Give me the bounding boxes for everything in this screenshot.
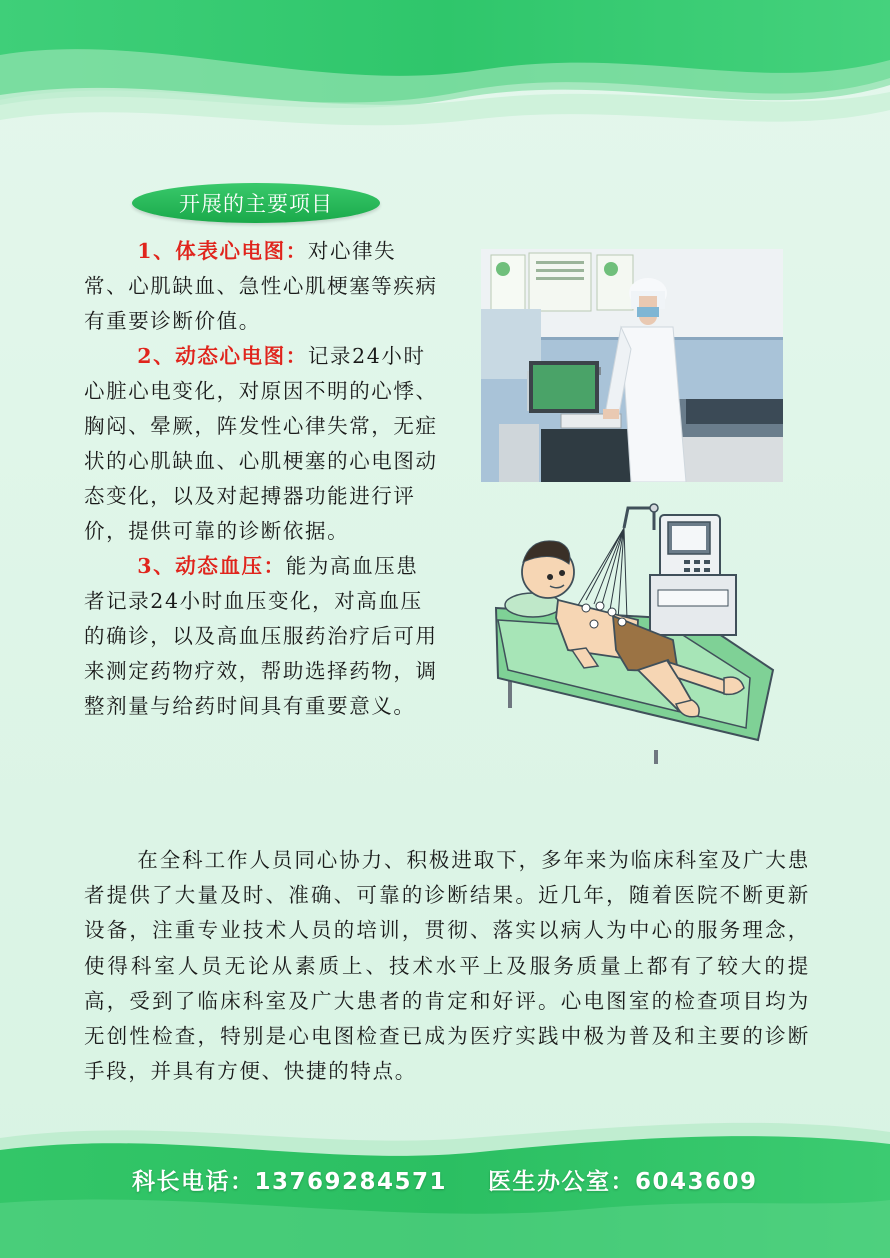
top-wave-banner <box>0 0 890 150</box>
contact-bar <box>132 1163 832 1197</box>
chief-phone: 科长电话：13769284571 <box>132 1169 448 1195</box>
project-description: 能为高血压患者记录24小时血压变化，对高血压的确诊，以及高血压服药治疗后可用来测定药物疗效，帮助选择药物，调整剂量与给药时间具有重要意义。 <box>84 554 438 718</box>
office-phone: 医生办公室：6043609 <box>488 1169 758 1195</box>
project-item-ecg <box>84 234 440 339</box>
ecg-room-photo <box>481 249 783 482</box>
project-title: 1、体表心电图： <box>137 239 308 263</box>
section-title: 开展的主要项目 <box>179 192 333 216</box>
project-item-abpm <box>84 549 440 724</box>
project-item-holter <box>84 339 440 549</box>
project-list <box>84 234 440 724</box>
project-description: 对心律失常、心肌缺血、急性心肌梗塞等疾病有重要诊断价值。 <box>84 239 438 333</box>
project-title: 3、动态血压： <box>137 554 286 578</box>
project-description: 记录24小时心脏心电变化，对原因不明的心悸、胸闷、晕厥，阵发性心律失常，无症状的心肌缺血、心肌梗塞的心电图动态变化，以及对起搏器功能进行评价，提供可靠的诊断依据。 <box>84 344 438 543</box>
ecg-patient-illustration <box>488 500 778 770</box>
project-title: 2、动态心电图： <box>137 344 308 368</box>
section-title-pill <box>132 183 380 223</box>
department-description: 在全科工作人员同心协力、积极进取下，多年来为临床科室及广大患者提供了大量及时、准确、可靠的诊断结果。近几年，随着医院不断更新设备，注重专业技术人员的培训，贯彻、落实以病人为中心的服务理念，使得科室人员无论从素质上、技术水平上及服务质量上都有了较大的提高，受到了临床科室及广大患者的肯定和好评。心电图室的检查项目均为无创性检查，特别是心电图检查已成为医疗实践中极为普及和主要的诊断手段，并具有方便、快捷的特点。 <box>84 848 810 1084</box>
